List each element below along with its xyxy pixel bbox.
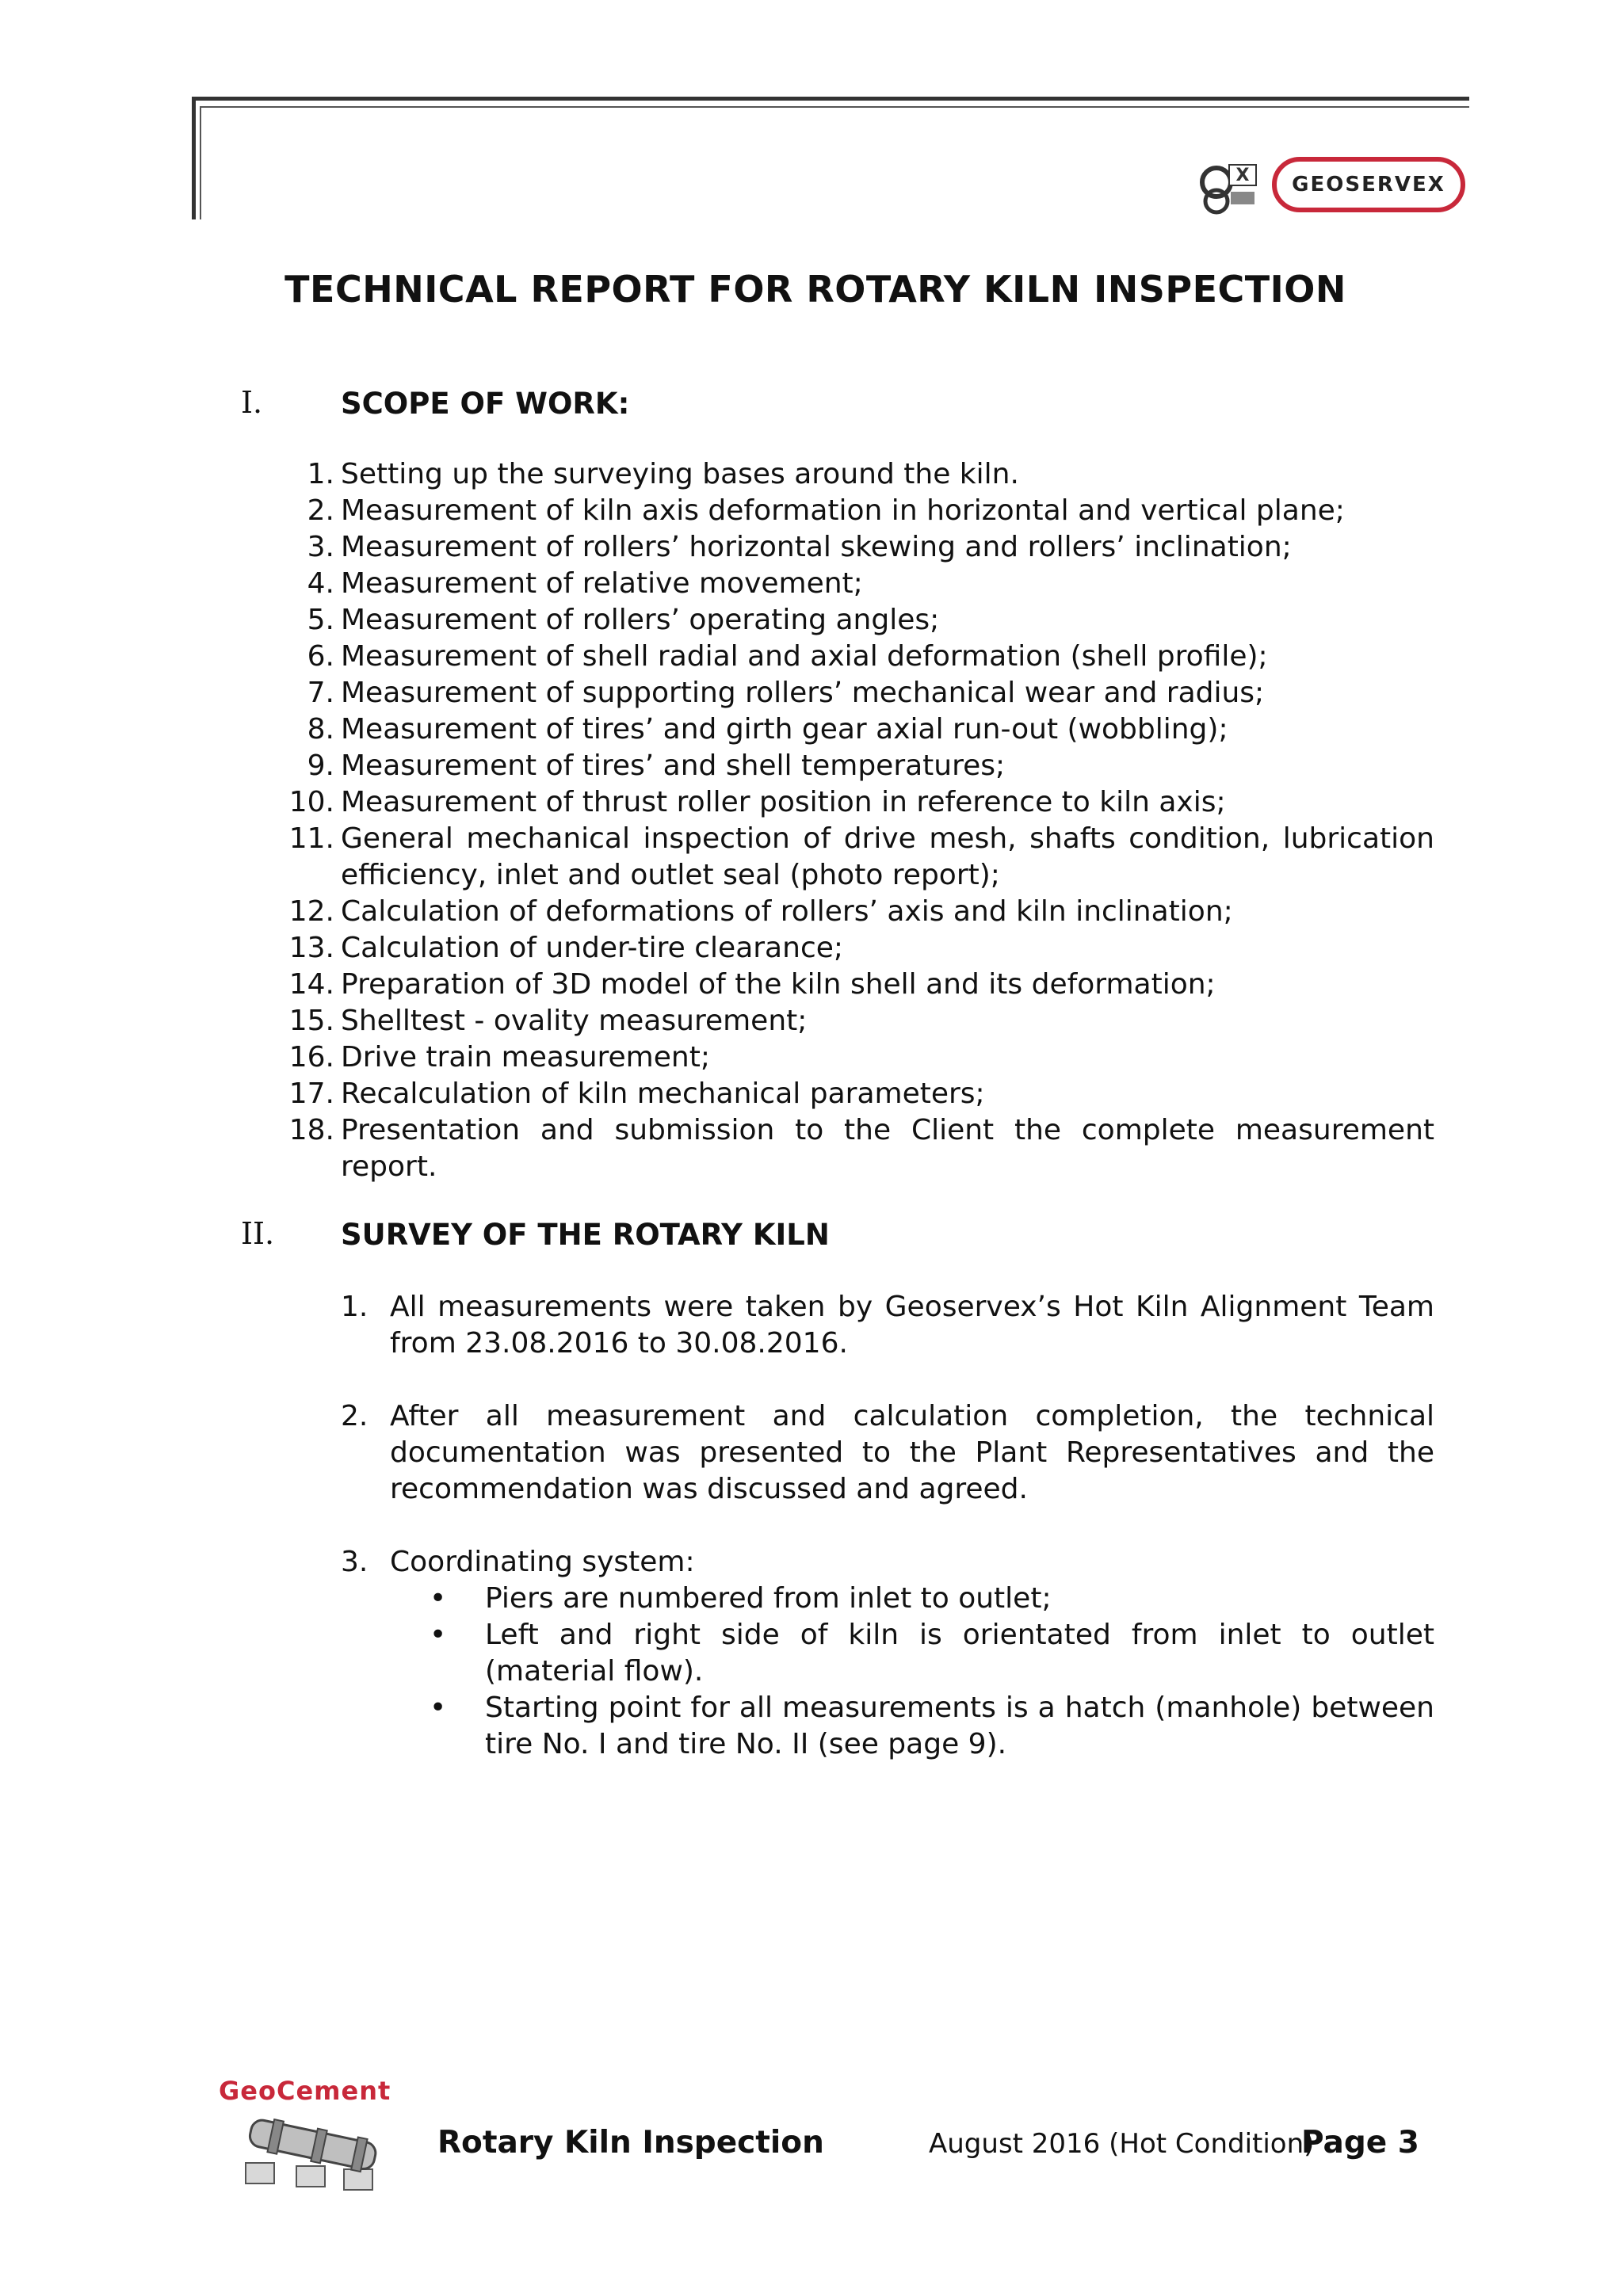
geocement-logo-text: GeoCement: [219, 2076, 391, 2106]
page-title: TECHNICAL REPORT FOR ROTARY KILN INSPECTION: [285, 268, 1346, 311]
scope-item-text: Measurement of supporting rollers’ mechanical wear and radius;: [341, 677, 1265, 709]
scope-item-text: Recalculation of kiln mechanical parameters;: [341, 1077, 985, 1110]
scope-item-number: 1.: [307, 458, 334, 490]
scope-item: [285, 456, 1434, 493]
scope-item: [285, 711, 1434, 748]
geoservex-mark-icon: [1193, 147, 1272, 223]
scope-item-text: Measurement of thrust roller position in reference to kiln axis;: [341, 786, 1226, 818]
bullet-glyph: •: [430, 1582, 447, 1615]
section-2-heading: SURVEY OF THE ROTARY KILN: [341, 1218, 830, 1252]
bullet-text: Piers are numbered from inlet to outlet;: [485, 1582, 1052, 1615]
survey-item: [341, 1544, 1434, 1763]
scope-item-number: 15.: [288, 1005, 334, 1037]
scope-item: [285, 821, 1434, 894]
bullet-item: [390, 1690, 1434, 1763]
scope-item-text: General mechanical inspection of drive mesh, shafts condition, lubrication efficiency, inlet and outlet seal (photo report);: [341, 822, 1434, 891]
scope-item-text: Drive train measurement;: [341, 1041, 710, 1074]
section-2-number: II.: [241, 1216, 275, 1251]
header-rule-left: [192, 97, 196, 219]
scope-item-number: 12.: [288, 895, 334, 928]
survey-item-number: 1.: [341, 1291, 369, 1323]
scope-item: [285, 1003, 1434, 1039]
scope-item-number: 6.: [307, 640, 334, 673]
scope-item: [285, 1039, 1434, 1076]
scope-item-number: 5.: [307, 604, 334, 636]
scope-item-text: Shelltest - ovality measurement;: [341, 1005, 808, 1037]
scope-item-number: 13.: [288, 932, 334, 964]
scope-item-number: 17.: [288, 1077, 334, 1110]
bullet-text: Left and right side of kiln is orientated from inlet to outlet (material flow).: [485, 1619, 1434, 1688]
scope-item-number: 9.: [307, 749, 334, 782]
scope-item: [285, 639, 1434, 675]
scope-item-number: 7.: [307, 677, 334, 709]
scope-item: [285, 566, 1434, 602]
survey-item-text: After all measurement and calculation completion, the technical documentation was presented to the Plant Representatives and the recommendation was discussed and agreed.: [390, 1400, 1434, 1505]
scope-item-text: Preparation of 3D model of the kiln shell and its deformation;: [341, 968, 1216, 1001]
scope-item: [285, 529, 1434, 566]
scope-item-text: Presentation and submission to the Client the complete measurement report.: [341, 1114, 1434, 1183]
scope-item: [285, 493, 1434, 529]
header-rule-left-inner: [200, 106, 201, 219]
scope-item-text: Calculation of deformations of rollers’ axis and kiln inclination;: [341, 895, 1233, 928]
scope-item: [285, 967, 1434, 1003]
bullet-item: [390, 1581, 1434, 1617]
scope-item: [285, 675, 1434, 711]
logo-mark-letter: X: [1235, 166, 1250, 185]
survey-item-number: 3.: [341, 1546, 369, 1578]
scope-of-work-list: [285, 456, 1434, 1185]
bullet-text: Starting point for all measurements is a hatch (manhole) between tire No. I and tire No. II (see page 9).: [485, 1691, 1434, 1760]
scope-item-text: Setting up the surveying bases around the kiln.: [341, 458, 1019, 490]
scope-item-number: 18.: [288, 1114, 334, 1146]
scope-item: [285, 784, 1434, 821]
footer-date: August 2016 (Hot Condition): [929, 2128, 1315, 2160]
scope-item-text: Measurement of rollers’ operating angles;: [341, 604, 940, 636]
scope-item-text: Measurement of tires’ and shell temperatures;: [341, 749, 1006, 782]
survey-item: [341, 1398, 1434, 1508]
bullet-item: [390, 1617, 1434, 1690]
bullet-glyph: •: [430, 1619, 447, 1651]
scope-item-number: 16.: [288, 1041, 334, 1074]
scope-item-text: Calculation of under-tire clearance;: [341, 932, 844, 964]
scope-item-number: 3.: [307, 531, 334, 563]
scope-item: [285, 930, 1434, 967]
scope-item: [285, 602, 1434, 639]
scope-item-number: 11.: [288, 822, 334, 855]
coordinating-system-bullets: [390, 1581, 1434, 1763]
survey-list: [341, 1289, 1434, 1763]
scope-item-text: Measurement of relative movement;: [341, 567, 863, 600]
header-rule-top: [192, 97, 1469, 101]
section-1-heading: SCOPE OF WORK:: [341, 387, 630, 421]
scope-item: [285, 748, 1434, 784]
scope-item-text: Measurement of shell radial and axial deformation (shell profile);: [341, 640, 1268, 673]
scope-item-text: Measurement of rollers’ horizontal skewing and rollers’ inclination;: [341, 531, 1292, 563]
bullet-glyph: •: [430, 1691, 447, 1724]
footer-page-number: Page 3: [1301, 2125, 1419, 2161]
section-1-number: I.: [241, 385, 263, 420]
survey-item-text: All measurements were taken by Geoservex’s Hot Kiln Alignment Team from 23.08.2016 to 30.08.2016.: [390, 1291, 1434, 1360]
logo-brand-text: GEOSERVEX: [1272, 157, 1465, 212]
scope-item: [285, 1112, 1434, 1185]
survey-item: [341, 1289, 1434, 1362]
scope-item: [285, 1076, 1434, 1112]
header-rule-inner: [200, 106, 1469, 108]
footer-report-name: Rotary Kiln Inspection: [437, 2125, 824, 2161]
scope-item-number: 4.: [307, 567, 334, 600]
scope-item-text: Measurement of tires’ and girth gear axial run-out (wobbling);: [341, 713, 1228, 746]
scope-item: [285, 894, 1434, 930]
survey-item-text: Coordinating system:: [390, 1546, 695, 1578]
scope-item-number: 2.: [307, 494, 334, 527]
scope-item-number: 14.: [288, 968, 334, 1001]
scope-item-text: Measurement of kiln axis deformation in horizontal and vertical plane;: [341, 494, 1345, 527]
geoservex-logo: [1193, 147, 1470, 223]
rotary-kiln-icon: [238, 2107, 388, 2195]
scope-item-number: 10.: [288, 786, 334, 818]
scope-item-number: 8.: [307, 713, 334, 746]
survey-item-number: 2.: [341, 1400, 369, 1432]
